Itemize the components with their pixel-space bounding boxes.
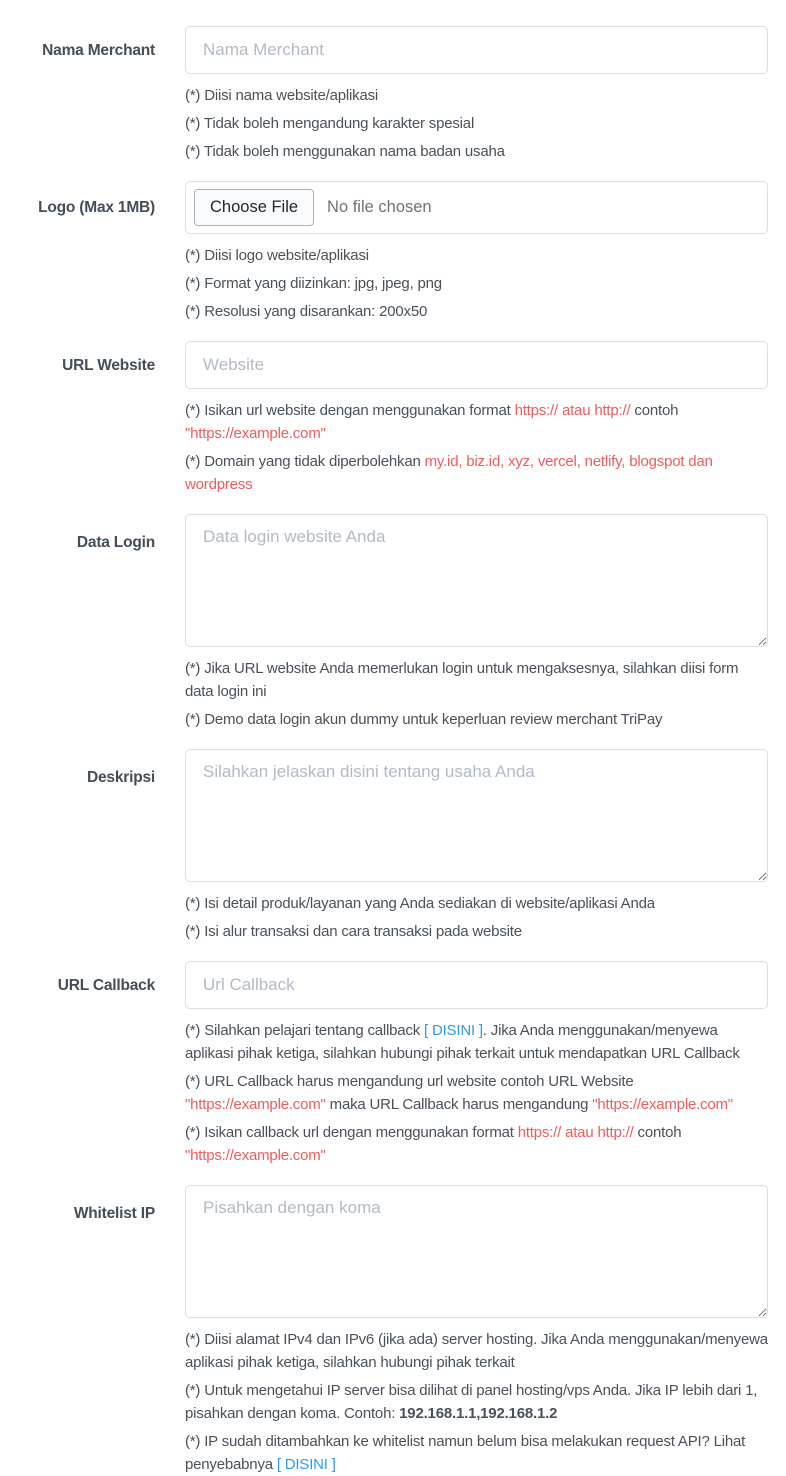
helper-text: (*) Jika URL website Anda memerlukan login untuk mengaksesnya, silahkan diisi form data login ini — [185, 660, 739, 700]
helper-note — [185, 140, 768, 163]
helper-note — [185, 920, 768, 943]
field-label: Deskripsi — [87, 769, 155, 786]
helper-text: (*) Tidak boleh mengandung karakter spesial — [185, 115, 475, 132]
helper-link[interactable]: [ DISINI ] — [276, 1456, 336, 1473]
helper-note — [185, 1430, 768, 1476]
helper-text: (*) Demo data login akun dummy untuk keperluan review merchant TriPay — [185, 711, 663, 728]
helper-text: (*) Diisi nama website/aplikasi — [185, 87, 379, 104]
helper-text: (*) Isikan callback url dengan menggunakan format — [185, 1124, 518, 1141]
helper-note — [185, 450, 768, 496]
field-control-column — [185, 181, 768, 323]
helper-note — [185, 1070, 768, 1116]
nama-merchant-input[interactable] — [185, 26, 768, 74]
helper-notes — [185, 892, 768, 943]
field-control-column — [185, 961, 768, 1167]
field-control-column — [185, 749, 768, 943]
helper-text: https:// atau http:// — [514, 402, 631, 419]
helper-notes — [185, 1328, 768, 1476]
helper-notes — [185, 244, 768, 323]
helper-text: (*) URL Callback harus mengandung url website contoh URL Website — [185, 1073, 634, 1090]
field-label-column — [0, 514, 155, 731]
helper-notes — [185, 399, 768, 496]
helper-text: maka URL Callback harus mengandung — [325, 1096, 593, 1113]
whitelist-ip-textarea[interactable] — [185, 1185, 768, 1318]
helper-note — [185, 399, 768, 445]
helper-notes — [185, 657, 768, 731]
helper-text: (*) Isi alur transaksi dan cara transaksi pada website — [185, 923, 522, 940]
field-label: Nama Merchant — [42, 42, 155, 59]
helper-text: . Jika Anda menggunakan/menyewa aplikasi pihak ketiga, silahkan hubungi pihak terkait untuk mendapatkan URL Callback — [185, 1022, 740, 1062]
field-control-column — [185, 514, 768, 731]
helper-text: "https://example.com" — [185, 1096, 326, 1113]
helper-notes — [185, 1019, 768, 1167]
helper-text: 192.168.1.1,192.168.1.2 — [399, 1405, 558, 1422]
helper-note — [185, 300, 768, 323]
helper-text: (*) Untuk mengetahui IP server bisa dilihat di panel hosting/vps Anda. Jika IP lebih dari 1, pisahkan dengan koma. Contoh: — [185, 1382, 758, 1422]
helper-text: (*) Diisi logo website/aplikasi — [185, 247, 369, 264]
helper-note — [185, 708, 768, 731]
helper-text: (*) Silahkan pelajari tentang callback — [185, 1022, 425, 1039]
helper-text: (*) Tidak boleh menggunakan nama badan usaha — [185, 143, 505, 160]
field-label: Logo (Max 1MB) — [38, 199, 155, 216]
form-row-whitelist-ip — [0, 1185, 768, 1476]
helper-text: "https://example.com" — [592, 1096, 733, 1113]
field-label-column — [0, 341, 155, 496]
logo-file-input[interactable] — [185, 181, 768, 234]
helper-text: (*) Diisi alamat IPv4 dan IPv6 (jika ada) server hosting. Jika Anda menggunakan/menyewa aplikasi pihak ketiga, silahkan hubungi pihak terkait — [185, 1331, 768, 1371]
helper-note — [185, 272, 768, 295]
helper-text: "https://example.com" — [185, 1147, 326, 1164]
form-row-nama-merchant — [0, 26, 768, 163]
helper-note — [185, 1019, 768, 1065]
field-label: URL Callback — [57, 977, 155, 994]
file-status-text: No file chosen — [327, 198, 432, 216]
helper-note — [185, 1121, 768, 1167]
form-row-url-callback — [0, 961, 768, 1167]
helper-text: contoh — [633, 1124, 682, 1141]
helper-note — [185, 892, 768, 915]
helper-note — [185, 244, 768, 267]
helper-text: (*) IP sudah ditambahkan ke whitelist namun belum bisa melakukan request API? Lihat penyebabnya — [185, 1433, 746, 1473]
data-login-textarea[interactable] — [185, 514, 768, 647]
helper-text: https:// atau http:// — [517, 1124, 634, 1141]
helper-note — [185, 657, 768, 703]
field-label-column — [0, 26, 155, 163]
form-row-url-website — [0, 341, 768, 496]
helper-text: (*) Isikan url website dengan menggunakan format — [185, 402, 515, 419]
url-callback-input[interactable] — [185, 961, 768, 1009]
helper-text: (*) Isi detail produk/layanan yang Anda sediakan di website/aplikasi Anda — [185, 895, 655, 912]
field-label: URL Website — [62, 357, 155, 374]
choose-file-button[interactable]: Choose File — [194, 189, 314, 226]
field-label-column — [0, 1185, 155, 1476]
deskripsi-textarea[interactable] — [185, 749, 768, 882]
field-label-column — [0, 961, 155, 1167]
form-row-data-login — [0, 514, 768, 731]
helper-text: "https://example.com" — [185, 425, 326, 442]
helper-note — [185, 1379, 768, 1425]
field-control-column — [185, 1185, 768, 1476]
field-control-column — [185, 341, 768, 496]
helper-note — [185, 1328, 768, 1374]
field-label: Data Login — [76, 534, 155, 551]
form-row-deskripsi — [0, 749, 768, 943]
field-label: Whitelist IP — [73, 1205, 155, 1222]
form-row-logo — [0, 181, 768, 323]
merchant-form — [0, 26, 768, 1476]
helper-text: (*) Domain yang tidak diperbolehkan — [185, 453, 425, 470]
field-label-column — [0, 749, 155, 943]
field-label-column — [0, 181, 155, 323]
helper-notes — [185, 84, 768, 163]
url-website-input[interactable] — [185, 341, 768, 389]
helper-note — [185, 112, 768, 135]
helper-text: (*) Resolusi yang disarankan: 200x50 — [185, 303, 428, 320]
helper-note — [185, 84, 768, 107]
helper-link[interactable]: [ DISINI ] — [424, 1022, 483, 1039]
helper-text: my.id, biz.id, xyz, vercel, netlify, blogspot dan wordpress — [185, 453, 713, 493]
field-control-column — [185, 26, 768, 163]
helper-text: (*) Format yang diizinkan: jpg, jpeg, png — [185, 275, 442, 292]
helper-text: contoh — [630, 402, 679, 419]
